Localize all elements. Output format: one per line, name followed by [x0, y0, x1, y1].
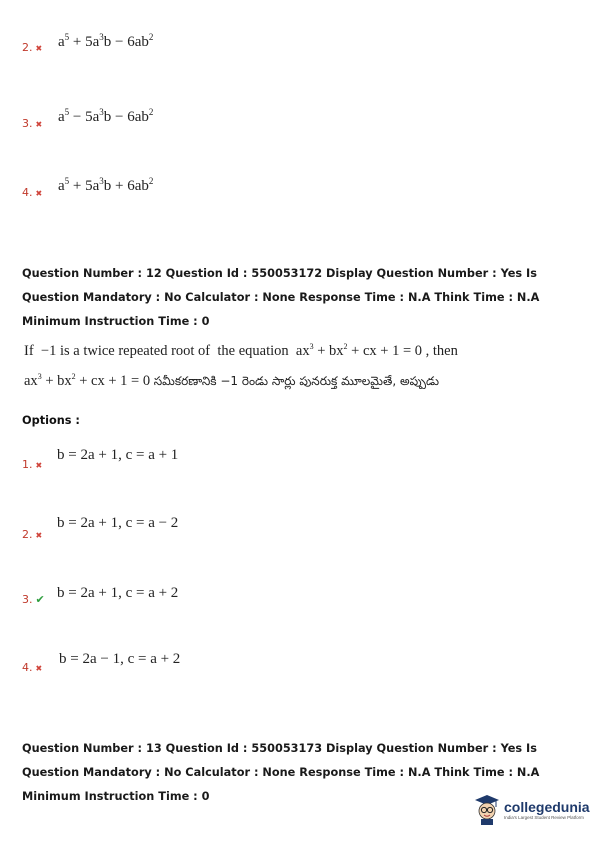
- cross-icon: ✖: [35, 189, 43, 198]
- cross-icon: ✖: [35, 44, 43, 53]
- cross-icon: ✖: [35, 531, 43, 540]
- check-icon: ✔: [35, 593, 45, 606]
- q12-option-3-text: b = 2a + 1, c = a + 2: [57, 585, 179, 601]
- q12-option-1-text: b = 2a + 1, c = a + 1: [57, 447, 179, 463]
- options-label: Options :: [22, 414, 80, 427]
- option-3-text: $a^5 - 5a^3b - 6ab^2$: [58, 107, 154, 125]
- q12-option-3-number: 3. ✔: [22, 593, 45, 606]
- q12-option-4-text: b = 2a − 1, c = a + 2: [59, 651, 181, 667]
- telugu-text: సమీకరణానికి −1 రెండు సార్లు పునరుక్త మూలమైతే, అప్పుడు: [153, 374, 440, 388]
- q12-option-2-text: b = 2a + 1, c = a − 2: [57, 515, 179, 531]
- logo-tagline: India's Largest Student Review Platform: [504, 814, 584, 820]
- option-4-number: 4. ✖: [22, 186, 43, 199]
- option-2-number: 2. ✖: [22, 41, 43, 54]
- q12-option-2-number: 2. ✖: [22, 528, 43, 541]
- cross-icon: ✖: [35, 664, 43, 673]
- q12-option-1-number: 1. ✖: [22, 458, 43, 471]
- cross-icon: ✖: [35, 461, 43, 470]
- option-3-number: 3. ✖: [22, 117, 43, 130]
- option-4-text: $a^5 + 5a^3b + 6ab^2$: [58, 176, 154, 194]
- question-12-stem-english: If −1 is a twice repeated root of the equation $ax^3 + bx^2$ + cx + 1 = 0 , then: [24, 342, 458, 359]
- question-13-meta: Question Number : 13 Question Id : 550053173 Display Question Number : Yes Is Question Mandatory : No Calculator : None Response Time : N.A Think Time : N.A Minimum Instruction Time : 0: [22, 742, 540, 803]
- q12-option-4-number: 4. ✖: [22, 661, 43, 674]
- logo-name: collegedunia: [504, 798, 590, 815]
- question-12-stem-telugu-line: $ax^3 + bx^2$ + cx + 1 = 0 సమీకరణానికి −1 రెండు సార్లు పునరుక్త మూలమైతే, అప్పుడు: [24, 372, 440, 389]
- student-mascot-icon: [473, 792, 501, 826]
- question-12-meta: Question Number : 12 Question Id : 550053172 Display Question Number : Yes Is Question Mandatory : No Calculator : None Response Time : N.A Think Time : N.A Minimum Instruction Time : 0: [22, 267, 540, 328]
- option-2-text: $a^5 + 5a^3b - 6ab^2$: [58, 32, 154, 50]
- cross-icon: ✖: [35, 120, 43, 129]
- collegedunia-logo: [473, 792, 590, 826]
